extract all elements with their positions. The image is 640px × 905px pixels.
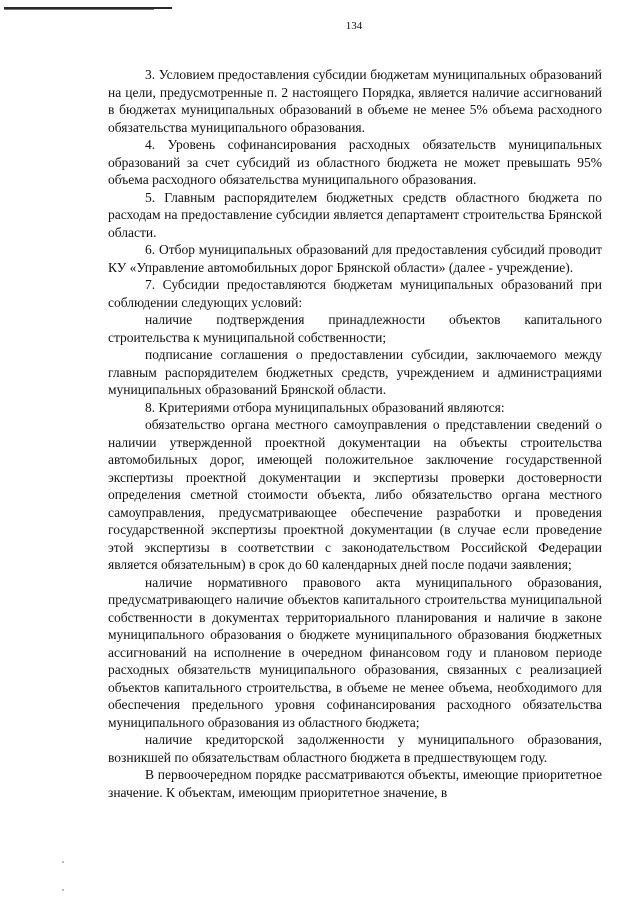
- scan-artifact-dot: [62, 889, 64, 891]
- scan-artifact-dot: [62, 861, 64, 863]
- page-number: 134: [345, 20, 363, 32]
- scan-edge-line-thin: [4, 9, 154, 10]
- paragraph-cofinancing-4: 4. Уровень софинансирования расходных обязательств муниципальных образований за счет субсидий из областного бюджета не может превышать 95% объема расходного обязательства муниципального образования.: [108, 137, 602, 187]
- paragraph-criterion-legal-act: наличие нормативного правового акта муниципального образования, предусматривающего наличие объектов капитального строительства муниципальной собственности в документах территориального планирования и наличие в законе муниципального образования о бюджете муниципального образования бюджетных ассигнований на исполнение в очередном финансовом году и плановом периоде расходных обязательств муниципального образования, связанных с реализацией объектов капитального строительства, в объеме не менее объема, необходимого для обеспечения предельного уровня софинансирования расходного обязательства муниципального образования из областного бюджета;: [108, 574, 602, 730]
- paragraph-conditions-7: 7. Субсидии предоставляются бюджетам муниципальных образований при соблюдении следующих условий:: [108, 277, 602, 310]
- paragraph-condition-ownership: наличие подтверждения принадлежности объектов капитального строительства к муниципальной собственности;: [108, 312, 602, 345]
- paragraph-priority-objects: В первоочередном порядке рассматриваются объекты, имеющие приоритетное значение. К объектам, имеющим приоритетное значение, в: [108, 767, 602, 800]
- paragraph-condition-agreement: подписание соглашения о предоставлении субсидии, заключаемого между главным распорядителем бюджетных средств, учреждением и администрациями муниципальных образований Брянской области.: [108, 347, 602, 397]
- paragraph-criterion-documentation: обязательство органа местного самоуправления о представлении сведений о наличии утвержденной проектной документации на объекты строительства автомобильных дорог, имеющей положительное заключение государственной экспертизы проектной документации и экспертизы проверки достоверности определения сметной стоимости объекта, либо обязательство органа местного самоуправления, предусматривающее обеспечение разработки и проведения государственной экспертизы проектной документации (в случае если проведение этой экспертизы в соответствии с законодательством Российской Федерации является обязательным) в срок до 60 календарных дней после подачи заявления;: [108, 417, 602, 572]
- document-body: [108, 66, 602, 801]
- paragraph-main-administrator-5: 5. Главным распорядителем бюджетных средств областного бюджета по расходам на предоставление субсидии является департамент строительства Брянской области.: [108, 189, 602, 240]
- paragraph-criterion-debt: наличие кредиторской задолженности у муниципального образования, возникшей по обязательствам областного бюджета в предшествующем году.: [108, 732, 602, 765]
- paragraph-selection-6: 6. Отбор муниципальных образований для предоставления субсидий проводит КУ «Управление автомобильных дорог Брянской области» (далее - учреждение).: [108, 242, 602, 275]
- paragraph-criteria-8: 8. Критериями отбора муниципальных образований являются:: [145, 399, 505, 415]
- paragraph-condition-3: 3. Условием предоставления субсидии бюджетам муниципальных образований на цели, предусмотренные п. 2 настоящего Порядка, является наличие ассигнований в бюджетах муниципальных образований в объеме не менее 5% объема расходного обязательства муниципального образования.: [108, 67, 602, 135]
